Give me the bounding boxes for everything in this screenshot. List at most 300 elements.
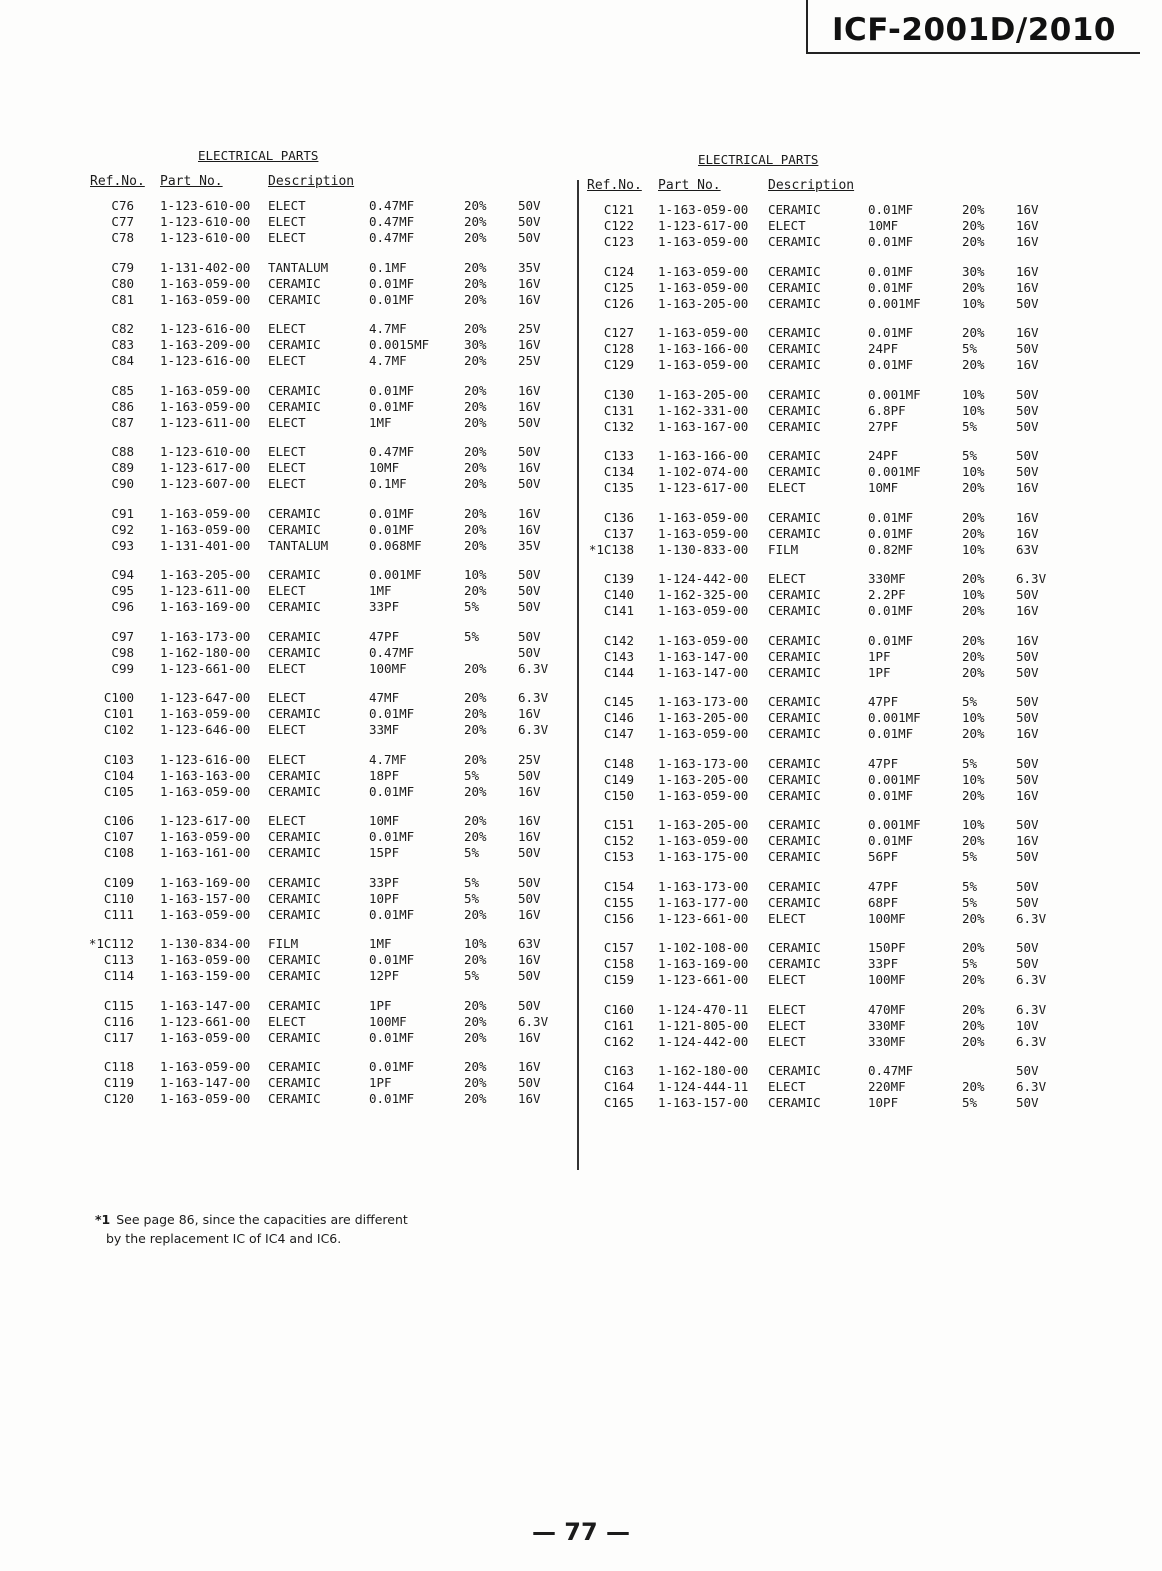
- voltage: 16V: [518, 521, 541, 537]
- tolerance: 20%: [464, 353, 487, 368]
- part-no: 1-163-059-00: [160, 505, 251, 521]
- tolerance: 20%: [464, 537, 487, 553]
- part-no: 1-163-147-00: [658, 648, 749, 664]
- ref-no: C153: [603, 849, 634, 864]
- part-no: 1-163-157-00: [160, 890, 251, 906]
- description: CERAMIC: [768, 755, 821, 771]
- voltage: 50V: [1016, 894, 1039, 910]
- part-group: [88, 629, 568, 677]
- part-no: 1-163-205-00: [658, 817, 749, 832]
- table-row: [582, 234, 1052, 250]
- part-group: [582, 264, 1052, 312]
- tolerance: 20%: [962, 357, 985, 372]
- part-group: [88, 998, 568, 1046]
- table-row: [582, 464, 1052, 480]
- value: 0.01MF: [868, 726, 914, 741]
- description: CERAMIC: [268, 505, 321, 521]
- part-no: 1-123-661-00: [658, 910, 749, 926]
- voltage: 50V: [1016, 295, 1039, 311]
- ref-no: C122: [603, 218, 634, 233]
- description: CERAMIC: [268, 567, 321, 582]
- description: ELECT: [268, 722, 306, 737]
- value: 0.47MF: [369, 214, 415, 229]
- part-no: 1-163-059-00: [160, 1091, 251, 1106]
- value: 0.001MF: [868, 464, 921, 479]
- ref-no: C155: [603, 894, 634, 910]
- table-row: [582, 264, 1052, 280]
- part-no: 1-163-205-00: [658, 386, 749, 402]
- ref-no: C145: [603, 694, 634, 709]
- value: 33PF: [369, 874, 400, 890]
- table-row: [582, 419, 1052, 435]
- table-row: [582, 956, 1052, 972]
- ref-no: C121: [603, 202, 634, 217]
- part-no: 1-123-610-00: [160, 444, 251, 459]
- part-no: 1-163-059-00: [658, 603, 749, 618]
- table-row: [582, 325, 1052, 341]
- voltage: 50V: [518, 997, 541, 1013]
- tolerance: 20%: [962, 1017, 985, 1033]
- part-no: 1-123-610-00: [160, 230, 251, 245]
- table-row: [88, 599, 568, 615]
- part-no: 1-124-444-11: [658, 1079, 749, 1094]
- table-row: [582, 649, 1052, 665]
- table-row: [582, 756, 1052, 772]
- description: CERAMIC: [768, 325, 821, 340]
- description: CERAMIC: [268, 968, 321, 983]
- table-row: [582, 694, 1052, 710]
- ref-no: C101: [103, 706, 134, 721]
- description: ELECT: [768, 480, 806, 495]
- table-row: [582, 1018, 1052, 1034]
- tolerance: 30%: [962, 263, 985, 279]
- tolerance: 5%: [464, 890, 480, 906]
- tolerance: 20%: [962, 726, 985, 741]
- ref-no: C142: [603, 632, 634, 648]
- value: 0.01MF: [868, 357, 914, 372]
- part-no: 1-123-611-00: [160, 414, 251, 430]
- ref-no: C123: [603, 234, 634, 249]
- voltage: 16V: [518, 460, 541, 475]
- voltage: 50V: [518, 628, 541, 644]
- table-row: [88, 784, 568, 800]
- description: TANTALUM: [268, 259, 329, 275]
- description: CERAMIC: [768, 295, 821, 311]
- ref-no: C141: [603, 603, 634, 618]
- part-group: [582, 1063, 1052, 1111]
- ref-no: C130: [603, 386, 634, 402]
- table-row: [88, 321, 568, 337]
- part-no: 1-163-209-00: [160, 337, 251, 352]
- value: 330MF: [868, 1033, 906, 1049]
- voltage: 50V: [1016, 1095, 1039, 1110]
- description: ELECT: [768, 218, 806, 233]
- tolerance: 10%: [962, 402, 985, 418]
- tolerance: 5%: [464, 628, 480, 644]
- part-no: 1-102-074-00: [658, 464, 749, 479]
- voltage: 50V: [1016, 402, 1039, 418]
- table-row: [88, 813, 568, 829]
- part-group: [88, 936, 568, 984]
- table-row: [582, 1002, 1052, 1018]
- table-row: [88, 538, 568, 554]
- part-no: 1-163-173-00: [658, 755, 749, 771]
- ref-no: C110: [103, 890, 134, 906]
- description: ELECT: [268, 230, 306, 245]
- value: 330MF: [868, 1017, 906, 1033]
- table-row: [582, 665, 1052, 681]
- voltage: 16V: [518, 291, 541, 307]
- tolerance: 20%: [464, 321, 487, 336]
- value: 0.01MF: [868, 632, 914, 648]
- ref-no: C165: [603, 1095, 634, 1110]
- ref-no: C80: [111, 275, 134, 291]
- footnote: [95, 1210, 408, 1248]
- part-no: 1-163-059-00: [160, 1059, 251, 1074]
- part-group: [582, 202, 1052, 250]
- table-row: [88, 583, 568, 599]
- description: CERAMIC: [268, 829, 321, 844]
- ref-no: C156: [603, 910, 634, 926]
- description: CERAMIC: [768, 726, 821, 741]
- tolerance: 5%: [962, 1095, 978, 1110]
- section-title-left: ELECTRICAL PARTS: [198, 148, 319, 163]
- part-no: 1-163-175-00: [658, 849, 749, 864]
- part-no: 1-162-325-00: [658, 587, 749, 602]
- description: ELECT: [268, 414, 306, 430]
- table-header-left: [88, 170, 568, 198]
- table-row: [88, 460, 568, 476]
- part-group: [88, 1059, 568, 1107]
- value: 0.01MF: [369, 382, 415, 398]
- part-no: 1-130-833-00: [658, 541, 749, 557]
- part-group: [582, 756, 1052, 804]
- tolerance: 20%: [464, 198, 487, 213]
- ref-no: C148: [603, 755, 634, 771]
- value: 0.001MF: [868, 386, 921, 402]
- ref-no: C140: [603, 587, 634, 602]
- ref-no: C82: [111, 321, 134, 336]
- tolerance: 20%: [962, 279, 985, 295]
- part-no: 1-124-470-11: [658, 1001, 749, 1017]
- table-row: [88, 198, 568, 214]
- table-row: [582, 726, 1052, 742]
- tolerance: 20%: [464, 1013, 487, 1029]
- tolerance: 5%: [464, 599, 480, 614]
- value: 0.01MF: [868, 525, 914, 541]
- ref-no: C76: [111, 198, 134, 213]
- value: 0.001MF: [868, 295, 921, 311]
- table-row: [88, 444, 568, 460]
- left-parts-list: [88, 198, 568, 1107]
- ref-no: C162: [603, 1033, 634, 1049]
- part-group: [582, 510, 1052, 558]
- ref-no: C109: [103, 874, 134, 890]
- tolerance: 30%: [464, 337, 487, 352]
- voltage: 16V: [1016, 525, 1039, 541]
- value: 10MF: [868, 480, 899, 495]
- ref-no: C157: [603, 940, 634, 955]
- part-group: [582, 571, 1052, 619]
- value: 4.7MF: [369, 353, 407, 368]
- value: 24PF: [868, 341, 899, 356]
- part-no: 1-123-617-00: [658, 480, 749, 495]
- description: CERAMIC: [768, 279, 821, 295]
- voltage: 6.3V: [518, 690, 549, 705]
- value: 0.01MF: [369, 521, 415, 537]
- part-no: 1-163-059-00: [160, 1029, 251, 1045]
- part-no: 1-163-159-00: [160, 968, 251, 983]
- voltage: 50V: [1016, 418, 1039, 434]
- voltage: 50V: [518, 414, 541, 430]
- ref-no: C133: [603, 448, 634, 463]
- part-no: 1-121-805-00: [658, 1017, 749, 1033]
- tolerance: 20%: [962, 972, 985, 987]
- ref-no: C125: [603, 279, 634, 295]
- voltage: 50V: [518, 845, 541, 860]
- value: 6.8PF: [868, 402, 906, 418]
- right-parts-list: [582, 202, 1052, 1111]
- value: 0.01MF: [369, 505, 415, 521]
- value: 33PF: [369, 599, 400, 614]
- tolerance: 20%: [962, 1033, 985, 1049]
- part-group: [88, 752, 568, 800]
- voltage: 50V: [1016, 817, 1039, 832]
- description: ELECT: [768, 972, 806, 987]
- ref-no: C78: [111, 230, 134, 245]
- value: 56PF: [868, 849, 899, 864]
- ref-no: C126: [603, 295, 634, 311]
- voltage: 16V: [518, 1029, 541, 1045]
- part-no: 1-163-147-00: [658, 664, 749, 680]
- value: 10MF: [369, 813, 400, 828]
- tolerance: 5%: [962, 755, 978, 771]
- value: 0.01MF: [369, 906, 415, 922]
- ref-no: *1C112: [88, 936, 134, 951]
- value: 100MF: [868, 972, 906, 987]
- table-row: [88, 907, 568, 923]
- part-no: 1-123-610-00: [160, 214, 251, 229]
- description: CERAMIC: [268, 628, 321, 644]
- tolerance: 5%: [962, 694, 978, 709]
- part-no: 1-163-205-00: [658, 295, 749, 311]
- part-no: 1-163-059-00: [658, 202, 749, 217]
- value: 0.001MF: [868, 771, 921, 787]
- part-no: 1-123-616-00: [160, 321, 251, 336]
- value: 0.01MF: [369, 291, 415, 307]
- description: ELECT: [768, 910, 806, 926]
- value: 47PF: [868, 878, 899, 894]
- voltage: 16V: [1016, 833, 1039, 848]
- table-row: [88, 968, 568, 984]
- part-no: 1-163-059-00: [160, 291, 251, 307]
- tolerance: 20%: [962, 202, 985, 217]
- value: 10MF: [868, 218, 899, 233]
- value: 0.01MF: [868, 833, 914, 848]
- table-row: [582, 296, 1052, 312]
- table-row: [88, 661, 568, 677]
- description: CERAMIC: [268, 398, 321, 414]
- description: CERAMIC: [268, 845, 321, 860]
- part-no: 1-123-661-00: [160, 660, 251, 676]
- part-no: 1-123-617-00: [160, 813, 251, 828]
- part-no: 1-163-059-00: [160, 783, 251, 799]
- part-group: [582, 633, 1052, 681]
- description: CERAMIC: [768, 940, 821, 955]
- table-row: [88, 1014, 568, 1030]
- description: ELECT: [268, 1013, 306, 1029]
- value: 100MF: [868, 910, 906, 926]
- ref-no: C134: [603, 464, 634, 479]
- ref-no: C104: [103, 767, 134, 783]
- ref-no: C161: [603, 1017, 634, 1033]
- part-group: [88, 506, 568, 554]
- description: CERAMIC: [268, 1075, 321, 1090]
- part-no: 1-123-661-00: [658, 972, 749, 987]
- table-row: [88, 292, 568, 308]
- description: FILM: [768, 541, 799, 557]
- voltage: 50V: [1016, 694, 1039, 709]
- tolerance: 20%: [962, 787, 985, 803]
- voltage: 16V: [1016, 603, 1039, 618]
- part-no: 1-163-166-00: [658, 448, 749, 463]
- description: ELECT: [768, 1079, 806, 1094]
- value: 1PF: [868, 664, 891, 680]
- value: 150PF: [868, 940, 906, 955]
- part-group: [88, 690, 568, 738]
- description: CERAMIC: [768, 263, 821, 279]
- table-row: [582, 202, 1052, 218]
- description: CERAMIC: [268, 767, 321, 783]
- voltage: 16V: [1016, 509, 1039, 525]
- tolerance: 20%: [962, 833, 985, 848]
- voltage: 50V: [518, 644, 541, 660]
- table-row: [88, 399, 568, 415]
- tolerance: 20%: [464, 1029, 487, 1045]
- description: CERAMIC: [768, 849, 821, 864]
- description: ELECT: [268, 321, 306, 336]
- voltage: 50V: [1016, 341, 1039, 356]
- voltage: 50V: [1016, 464, 1039, 479]
- voltage: 50V: [518, 890, 541, 906]
- description: CERAMIC: [268, 706, 321, 721]
- value: 0.01MF: [369, 1091, 415, 1106]
- part-no: 1-162-331-00: [658, 402, 749, 418]
- description: ELECT: [268, 751, 306, 767]
- voltage: 16V: [518, 783, 541, 799]
- value: 0.01MF: [868, 279, 914, 295]
- tolerance: 5%: [962, 849, 978, 864]
- table-row: [88, 353, 568, 369]
- ref-no: C86: [111, 398, 134, 414]
- description: CERAMIC: [768, 878, 821, 894]
- description: CERAMIC: [768, 402, 821, 418]
- ref-no: C102: [103, 722, 134, 737]
- part-group: [88, 260, 568, 308]
- tolerance: 5%: [962, 418, 978, 434]
- ref-no: C135: [603, 480, 634, 495]
- voltage: 50V: [1016, 648, 1039, 664]
- part-group: [88, 198, 568, 246]
- description: CERAMIC: [268, 1029, 321, 1045]
- table-row: [582, 633, 1052, 649]
- table-row: [582, 542, 1052, 558]
- value: 0.068MF: [369, 537, 422, 553]
- part-no: 1-163-173-00: [160, 628, 251, 644]
- ref-no: C106: [103, 813, 134, 828]
- description: CERAMIC: [268, 890, 321, 906]
- ref-no: C84: [111, 353, 134, 368]
- description: CERAMIC: [768, 833, 821, 848]
- table-row: [582, 357, 1052, 373]
- value: 0.01MF: [868, 509, 914, 525]
- ref-no: C154: [603, 878, 634, 894]
- voltage: 16V: [518, 337, 541, 352]
- description: CERAMIC: [268, 1091, 321, 1106]
- ref-no: C160: [603, 1001, 634, 1017]
- ref-no: C132: [603, 418, 634, 434]
- part-no: 1-163-059-00: [160, 521, 251, 537]
- header-part-no: Part No.: [658, 178, 721, 193]
- part-group: [582, 387, 1052, 435]
- tolerance: 20%: [464, 505, 487, 521]
- ref-no: C164: [603, 1079, 634, 1094]
- part-no: 1-163-059-00: [658, 325, 749, 340]
- description: CERAMIC: [268, 906, 321, 922]
- description: CERAMIC: [768, 664, 821, 680]
- table-row: [88, 768, 568, 784]
- description: CERAMIC: [768, 509, 821, 525]
- tolerance: 20%: [962, 1001, 985, 1017]
- value: 220MF: [868, 1079, 906, 1094]
- value: 12PF: [369, 968, 400, 983]
- table-row: [582, 603, 1052, 619]
- value: 47PF: [868, 694, 899, 709]
- ref-no: C107: [103, 829, 134, 844]
- voltage: 50V: [1016, 386, 1039, 402]
- ref-no: C114: [103, 968, 134, 983]
- ref-no: C149: [603, 771, 634, 787]
- description: ELECT: [268, 476, 306, 491]
- tolerance: 20%: [464, 275, 487, 291]
- tolerance: 20%: [962, 1079, 985, 1094]
- tolerance: 20%: [464, 382, 487, 398]
- table-row: [88, 476, 568, 492]
- voltage: 6.3V: [1016, 1033, 1047, 1049]
- footnote-line-2: by the replacement IC of IC4 and IC6.: [106, 1231, 342, 1246]
- ref-no: C127: [603, 325, 634, 340]
- tolerance: 20%: [464, 813, 487, 828]
- description: CERAMIC: [768, 1063, 821, 1078]
- part-no: 1-163-059-00: [658, 357, 749, 372]
- description: ELECT: [268, 690, 306, 705]
- ref-no: C144: [603, 664, 634, 680]
- tolerance: 10%: [464, 936, 487, 951]
- table-row: [582, 218, 1052, 234]
- value: 47PF: [369, 628, 400, 644]
- description: ELECT: [268, 813, 306, 828]
- table-row: [88, 1030, 568, 1046]
- voltage: 50V: [518, 968, 541, 983]
- voltage: 25V: [518, 353, 541, 368]
- part-group: [582, 448, 1052, 496]
- part-no: 1-163-205-00: [160, 567, 251, 582]
- table-row: [582, 403, 1052, 419]
- voltage: 50V: [518, 599, 541, 614]
- tolerance: 20%: [464, 521, 487, 537]
- ref-no: C136: [603, 509, 634, 525]
- description: ELECT: [268, 444, 306, 459]
